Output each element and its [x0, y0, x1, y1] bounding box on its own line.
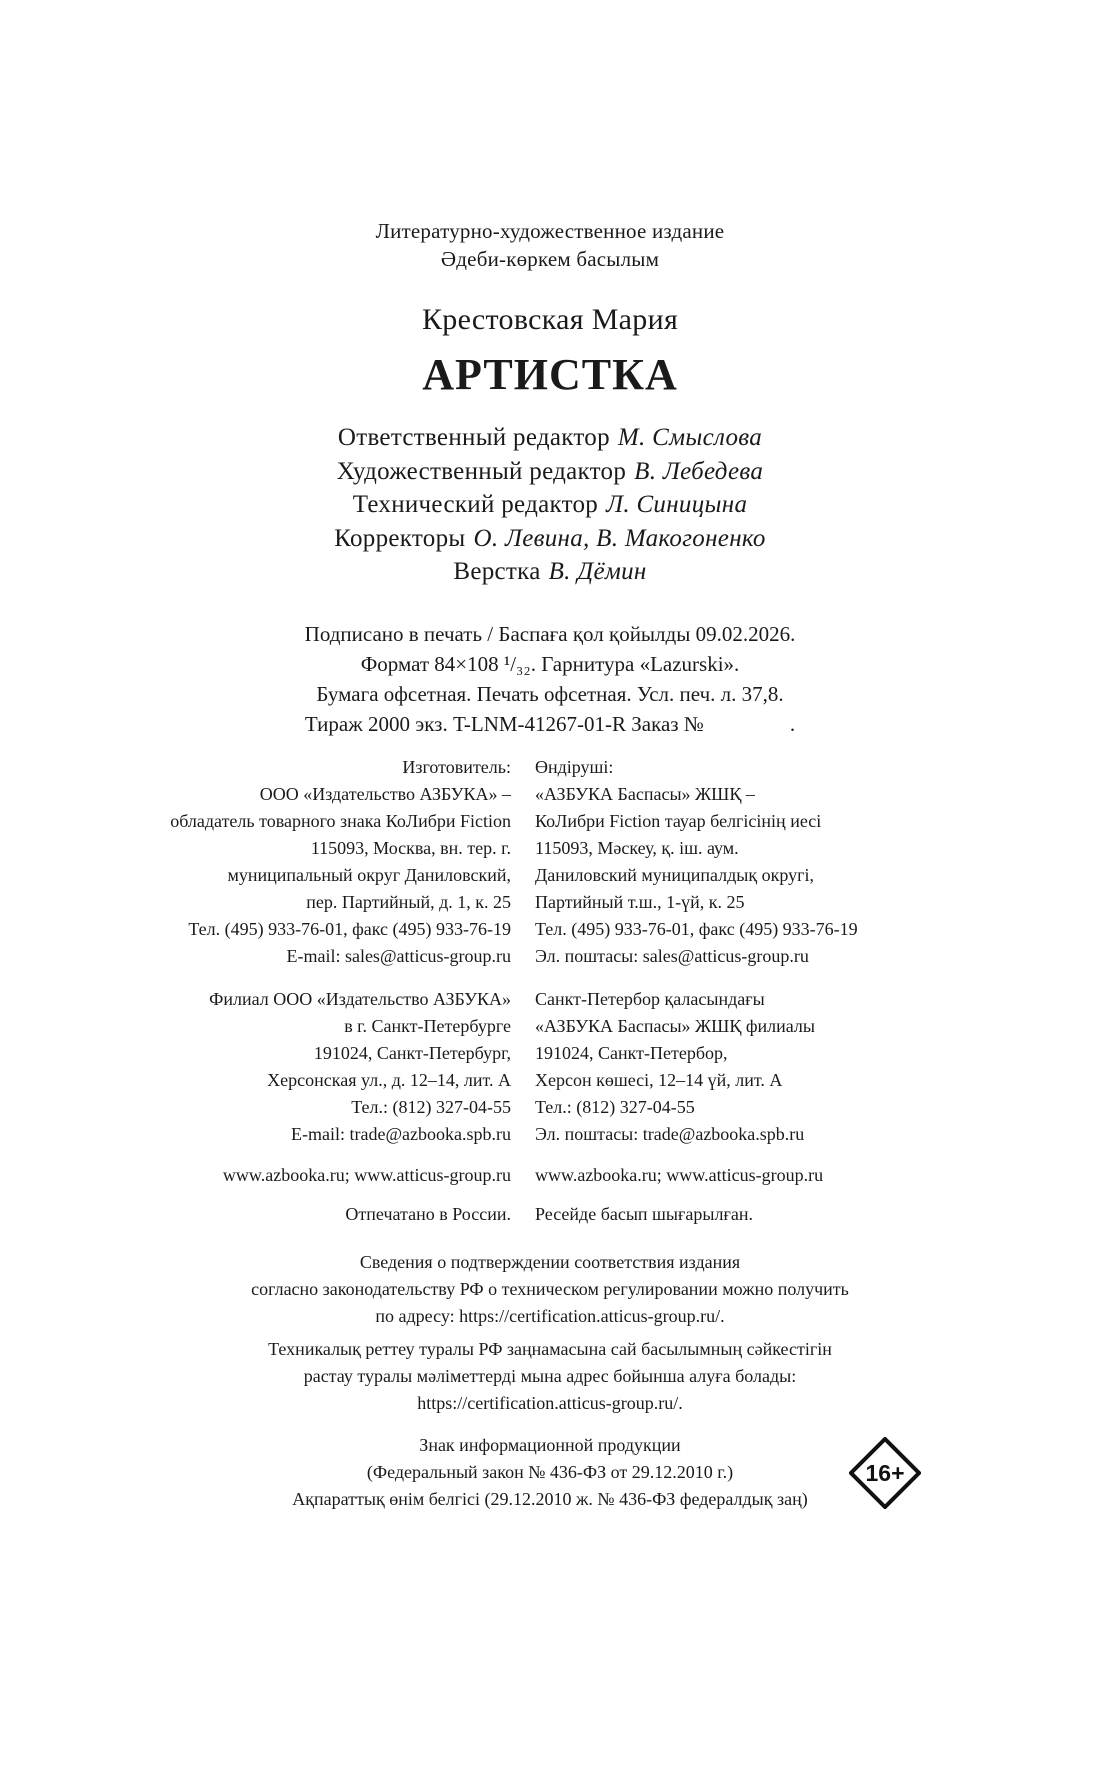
branch-kz [535, 986, 815, 1148]
manufacturer-ru-line: обладатель товарного знака КоЛибри Fiction [170, 811, 511, 831]
format-prefix: Формат 84×108 [360, 652, 504, 676]
info-mark-line: (Федеральный закон № 436-ФЗ от 29.12.2010 г.) [366, 1462, 734, 1482]
manufacturer-ru-line: Изготовитель: [402, 757, 511, 777]
info-mark-line: Ақпараттық өнім белгісі (29.12.2010 ж. № 436-ФЗ федералдық заң) [292, 1489, 808, 1509]
branch-kz-line: 191024, Санкт-Петербор, [535, 1043, 728, 1063]
info-product-mark [0, 1432, 1100, 1513]
credit-line [0, 488, 1100, 522]
branch-kz-line: Эл. поштасы: trade@azbooka.spb.ru [535, 1124, 805, 1144]
branch-ru-line: E-mail: trade@azbooka.spb.ru [291, 1124, 511, 1144]
websites-kz: www.azbooka.ru; www.atticus-group.ru [535, 1165, 824, 1185]
paper-line: Бумага офсетная. Печать офсетная. Усл. печ. л. 37,8. [316, 682, 784, 706]
book-title: АРТИСТКА [422, 350, 678, 399]
certification-ru-line: Сведения о подтверждении соответствия издания [359, 1252, 741, 1272]
credit-line [0, 555, 1100, 589]
format-suffix: . Гарнитура «Lazurski». [530, 652, 740, 676]
manufacturer-kz-line: Партийный т.ш., 1-үй, к. 25 [535, 892, 745, 912]
printed-ru: Отпечатано в России. [345, 1204, 511, 1224]
manufacturer-ru [170, 754, 511, 970]
author-name: Крестовская Мария [421, 303, 679, 336]
format-line [0, 649, 1100, 679]
certification-kz [0, 1336, 1100, 1417]
format-fraction: ¹/₃₂ [503, 652, 531, 676]
manufacturer-kz-line: Өндіруші: [535, 757, 614, 777]
credit-line [0, 421, 1100, 455]
age-rating-label: 16+ [865, 1459, 905, 1486]
manufacturer-kz-line: Эл. поштасы: sales@atticus-group.ru [535, 946, 809, 966]
branch-kz-line: Санкт-Петербор қаласындағы [535, 989, 765, 1009]
branch-kz-line: Херсон көшесі, 12–14 үй, лит. А [535, 1070, 783, 1090]
certification-ru [0, 1249, 1100, 1330]
credit-role: Ответственный редактор [337, 424, 610, 451]
credit-name: О. Левина, В. Макогоненко [473, 524, 766, 552]
manufacturer-kz-line: «АЗБУКА Баспасы» ЖШҚ – [535, 784, 755, 804]
run-end: . [789, 712, 796, 736]
manufacturer-kz-line: 115093, Мәскеу, қ. іш. аум. [535, 838, 739, 858]
credit-name: М. Смыслова [617, 424, 763, 451]
certification-kz-line: Техникалық реттеу туралы РФ заңнамасына сай басылымның сәйкестігін [268, 1339, 832, 1359]
credit-name: В. Дёмин [548, 558, 647, 585]
manufacturer-ru-line: пер. Партийный, д. 1, к. 25 [306, 892, 511, 912]
info-mark-line: Знак информационной продукции [419, 1435, 681, 1455]
printed-kz: Ресейде басып шығарылған. [535, 1204, 753, 1224]
credit-role: Художественный редактор [336, 457, 627, 485]
credit-line [0, 522, 1100, 556]
certification-kz-line: https://certification.atticus-group.ru/. [417, 1393, 683, 1413]
manufacturer-ru-line: ООО «Издательство АЗБУКА» – [259, 784, 511, 804]
credit-name: Л. Синицына [606, 491, 748, 518]
branch-ru-line: Филиал ООО «Издательство АЗБУКА» [209, 989, 511, 1009]
branch-ru-line: Херсонская ул., д. 12–14, лит. А [267, 1070, 511, 1090]
branch-ru-line: Тел.: (812) 327-04-55 [351, 1097, 511, 1117]
credit-role: Верстка [453, 558, 541, 585]
certification-kz-line: растау туралы мәліметтерді мына адрес бойынша алуға болады: [303, 1366, 797, 1386]
manufacturer-kz-line: Даниловский муниципалдық округі, [535, 865, 814, 885]
manufacturer-ru-line: E-mail: sales@atticus-group.ru [286, 946, 511, 966]
manufacturer-kz-line: Тел. (495) 933-76-01, факс (495) 933-76-19 [535, 919, 858, 939]
certification-ru-line: по адресу: https://certification.atticus-group.ru/. [375, 1306, 725, 1326]
branch-ru-line: в г. Санкт-Петербурге [344, 1016, 511, 1036]
run-text: Тираж 2000 экз. T-LNM-41267-01-R Заказ № [304, 712, 704, 736]
credit-role: Корректоры [334, 524, 466, 552]
run-line [0, 709, 1100, 739]
certification-ru-line: согласно законодательству РФ о техническом регулировании можно получить [251, 1279, 849, 1299]
manufacturer-kz [535, 754, 858, 970]
edition-type-ru: Литературно-художественное издание [375, 219, 725, 243]
age-rating-badge [849, 1437, 921, 1509]
credit-name: В. Лебедева [634, 457, 764, 485]
print-info [0, 619, 1100, 739]
edition-type [0, 217, 1100, 273]
signed-line: Подписано в печать / Баспаға қол қойылды 09.02.2026. [304, 622, 796, 646]
manufacturer-ru-line: Тел. (495) 933-76-01, факс (495) 933-76-19 [188, 919, 511, 939]
branch-ru [209, 986, 511, 1148]
manufacturer-kz-line: КоЛибри Fiction тауар белгісінің иесі [535, 811, 822, 831]
edition-type-kz: Әдеби-көркем басылым [440, 247, 660, 271]
branch-kz-line: «АЗБУКА Баспасы» ЖШҚ филиалы [535, 1016, 815, 1036]
websites-ru: www.azbooka.ru; www.atticus-group.ru [222, 1165, 511, 1185]
credit-role: Технический редактор [352, 491, 599, 518]
credit-line [0, 455, 1100, 489]
manufacturer-ru-line: 115093, Москва, вн. тер. г. [310, 838, 511, 858]
branch-kz-line: Тел.: (812) 327-04-55 [535, 1097, 695, 1117]
branch-ru-line: 191024, Санкт-Петербург, [313, 1043, 511, 1063]
manufacturer-ru-line: муниципальный округ Даниловский, [227, 865, 511, 885]
credits-list [0, 421, 1100, 589]
